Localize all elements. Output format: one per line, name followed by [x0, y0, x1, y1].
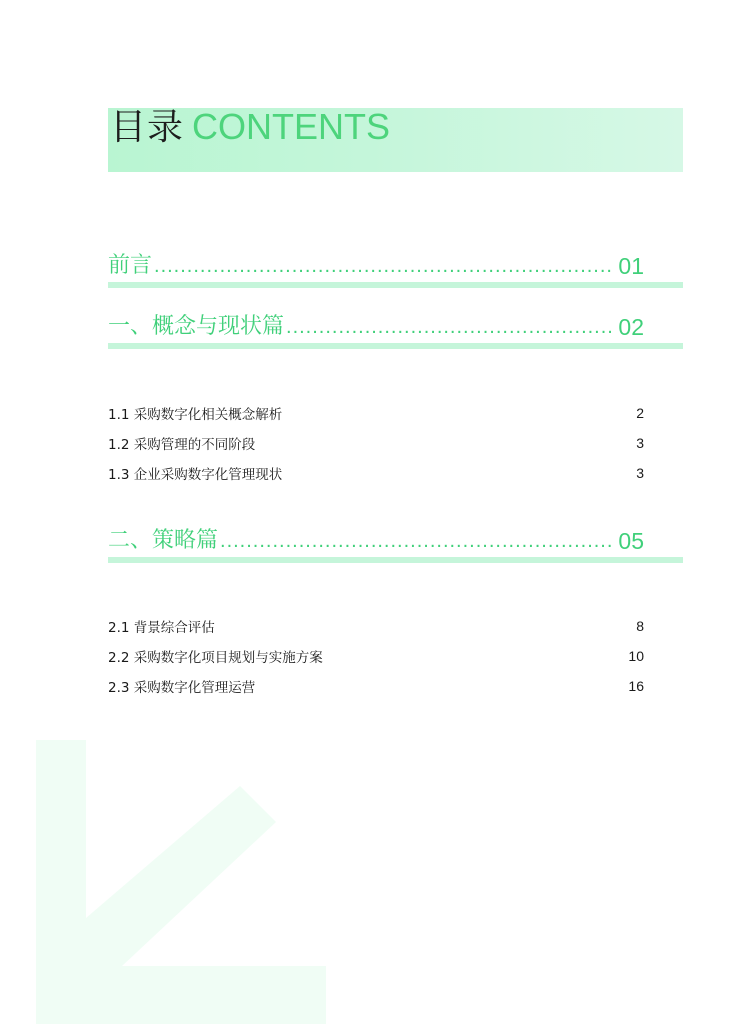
- section-page-number: 01: [618, 253, 644, 279]
- page-title: [110, 103, 390, 158]
- toc-item-label: 2.1 背景综合评估: [108, 620, 215, 636]
- toc-item[interactable]: [108, 402, 644, 424]
- toc-item[interactable]: [108, 615, 644, 637]
- toc-item-page: 10: [628, 648, 644, 664]
- toc-section-row: [108, 525, 644, 555]
- section-underline-bar: [108, 343, 683, 349]
- dot-leader: [154, 252, 612, 280]
- toc-item[interactable]: [108, 432, 644, 454]
- section-title: 一、概念与现状篇: [108, 314, 285, 339]
- toc-item-label: 1.1 采购数字化相关概念解析: [108, 407, 283, 423]
- section-page-number: 05: [618, 528, 644, 554]
- toc-item-page: 2: [636, 405, 644, 421]
- section-title: 二、策略篇: [108, 528, 219, 553]
- toc-section-concepts[interactable]: [108, 311, 683, 351]
- toc-item-page: 3: [636, 465, 644, 481]
- section-title: 前言: [108, 253, 153, 278]
- toc-item-label: 2.2 采购数字化项目规划与实施方案: [108, 650, 323, 666]
- page-title-en: CONTENTS: [192, 106, 391, 147]
- toc-item[interactable]: [108, 462, 644, 484]
- toc-item-label: 1.2 采购管理的不同阶段: [108, 437, 256, 453]
- toc-item-label: 2.3 采购数字化管理运营: [108, 680, 256, 696]
- toc-item-page: 16: [628, 678, 644, 694]
- toc-item-label: 1.3 企业采购数字化管理现状: [108, 467, 283, 483]
- toc-item[interactable]: [108, 675, 644, 697]
- page-title-cn: 目录: [110, 107, 185, 148]
- toc-section-row: [108, 250, 644, 280]
- toc-section-preface[interactable]: [108, 250, 683, 290]
- toc-item[interactable]: [108, 645, 644, 667]
- toc-item-page: 8: [636, 618, 644, 634]
- section-underline-bar: [108, 282, 683, 288]
- section-page-number: 02: [618, 314, 644, 340]
- toc-section-strategy[interactable]: [108, 525, 683, 565]
- toc-section-row: [108, 311, 644, 341]
- toc-item-page: 3: [636, 435, 644, 451]
- dot-leader: [220, 527, 612, 555]
- section-underline-bar: [108, 557, 683, 563]
- dot-leader: [286, 313, 612, 341]
